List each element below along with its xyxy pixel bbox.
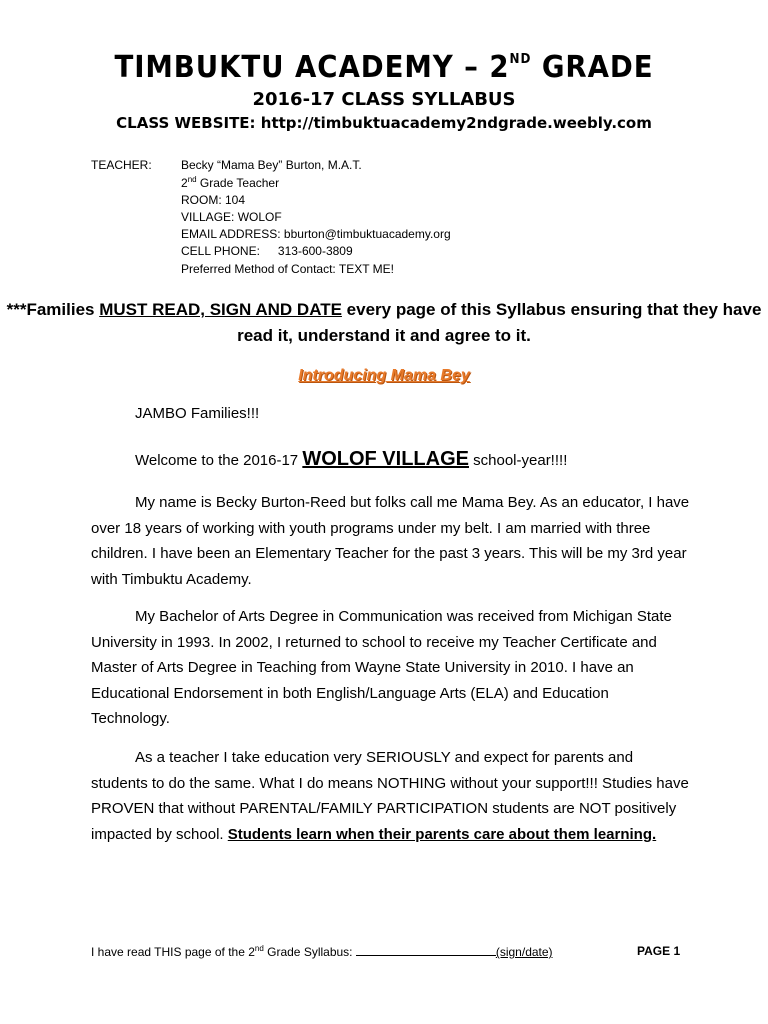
paragraph-1: My name is Becky Burton-Reed but folks call me Mama Bey. As an educator, I have over 18 years of working with youth programs under my belt. I am married with three children. I have been an Elementary Teacher for the past 3 years. This will be my 3rd year with Timbuktu Academy. [91, 494, 690, 588]
welcome-line: Welcome to the 2016-17 WOLOF VILLAGE school-year!!!! [135, 448, 568, 470]
teacher-room: ROOM: 104 [181, 193, 246, 207]
teacher-label: TEACHER: [91, 158, 152, 172]
title-main: TIMBUKTU ACADEMY – 2 [114, 50, 510, 85]
teacher-grade: 2nd Grade Teacher [181, 175, 280, 190]
paragraph-2: My Bachelor of Arts Degree in Communication was received from Michigan State University in 1993. In 2002, I returned to school to receive my Teacher Certificate and Master of Arts Degree in Teaching from Wayne State University in 2010. I have an Educational Endorsement in both English/Language Arts (ELA) and Education Technology. [91, 608, 672, 727]
greeting: JAMBO Families!!! [135, 405, 260, 422]
document-title [31, 50, 738, 85]
page-number: PAGE 1 [637, 944, 681, 958]
title-end: GRADE [531, 50, 654, 85]
teacher-name: Becky “Mama Bey” Burton, M.A.T. [181, 158, 362, 172]
paragraph-3: As a teacher I take education very SERIOUSLY and expect for parents and students to do the same. What I do means NOTHING without your support!!! Studies have PROVEN that without PARENTAL/FAMILY PARTICIPATION students are NOT positively impacted by school. Students learn when their parents care about them learning. [91, 749, 689, 843]
teacher-village: VILLAGE: WOLOF [181, 210, 282, 224]
sign-date-label: (sign/date) [495, 945, 553, 959]
teacher-contact: Preferred Method of Contact: TEXT ME! [181, 262, 394, 276]
signature-line[interactable] [356, 945, 496, 956]
teacher-email: EMAIL ADDRESS: bburton@timbuktuacademy.org [181, 227, 451, 241]
teacher-cell: CELL PHONE: 313-600-3809 [181, 244, 353, 258]
intro-heading: Introducing Mama Bey [298, 367, 470, 384]
footer-acknowledgement: I have read THIS page of the 2nd Grade Syllabus: (sign/date) [91, 944, 553, 959]
family-notice: ***Families MUST READ, SIGN AND DATE every page of this Syllabus ensuring that they have read it, understand it and agree to it. [6, 300, 762, 345]
class-website: CLASS WEBSITE: http://timbuktuacademy2ndgrade.weebly.com [116, 114, 652, 132]
document-subtitle: 2016-17 CLASS SYLLABUS [252, 89, 516, 110]
title-superscript: ND [509, 52, 532, 67]
